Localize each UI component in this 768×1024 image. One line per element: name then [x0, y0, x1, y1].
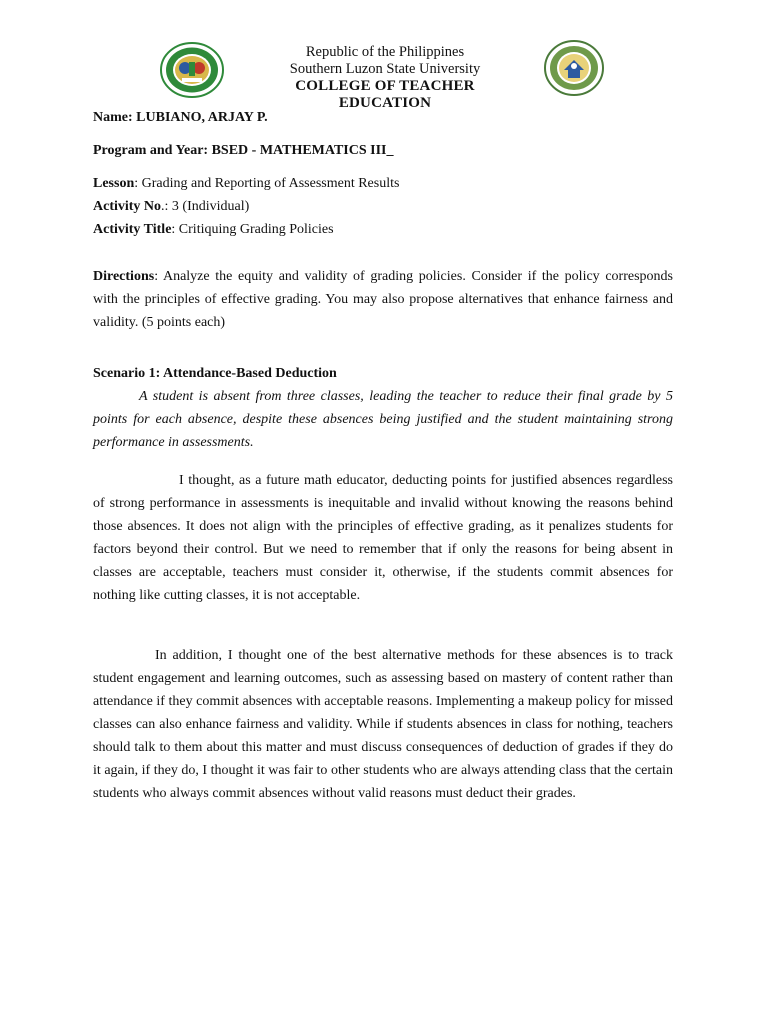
activity-no-label: Activity No: [93, 199, 162, 214]
directions-label: Directions: [93, 269, 155, 284]
lesson-value: : Grading and Reporting of Assessment Results: [134, 176, 400, 191]
activity-title-field: [93, 222, 334, 238]
scenario-description: A student is absent from three classes, leading the teacher to reduce their final grade by 5 points for each absence, despite these absences being justified and the student maintaining strong performance in assessments.: [93, 389, 673, 450]
name-label: Name:: [93, 110, 133, 125]
directions-text: : Analyze the equity and validity of grading policies. Consider if the policy corresponds with the principles of effective grading. You may also propose alternatives that enhance fairness and validity. (5 points each): [93, 269, 673, 330]
institution-heading: [250, 44, 520, 112]
university-seal-icon: [160, 42, 224, 98]
college-seal-icon: [544, 40, 604, 96]
directions-paragraph: [93, 265, 673, 334]
document-header: [0, 40, 768, 111]
activity-title-label: Activity Title: [93, 222, 172, 237]
name-value: LUBIANO, ARJAY P.: [136, 110, 268, 125]
activity-title-value: : Critiquing Grading Policies: [171, 222, 334, 237]
answer-paragraph-1: I thought, as a future math educator, deducting points for justified absences regardless of strong performance in assessments is inequitable and invalid without knowing the reasons behind those absences. It does not align with the principles of effective grading, as it penalizes students for factors beyond their control. But we need to remember that if only the reasons for being absent in classes are acceptable, teachers must consider it, otherwise, if the students commit absences for nothing like cutting classes, it is not acceptable.: [93, 473, 673, 603]
scenario-title: Scenario 1: Attendance-Based Deduction: [93, 366, 337, 381]
republic-line: Republic of the Philippines: [305, 44, 465, 60]
lesson-field: [93, 176, 399, 192]
program-field: [93, 143, 394, 159]
name-field: [93, 110, 268, 126]
activity-no-value: .: 3 (Individual): [161, 199, 250, 214]
answer-paragraph-2: In addition, I thought one of the best alternative methods for these absences is to track student engagement and learning outcomes, such as assessing based on mastery of content rather than attendance if they commit absences with acceptable reasons. Implementing a makeup policy for missed classes can also enhance fairness and validity. While if students absences in class for nothing, teachers should talk to them about this matter and must discuss consequences of deduction of grades if they do it again, if they do, I thought it was fair to other students who are always attending class that the certain students who always commit absences without valid reasons must deduct their grades.: [93, 648, 673, 801]
program-label: Program and Year:: [93, 143, 209, 158]
lesson-label: Lesson: [93, 176, 135, 191]
university-line: Southern Luzon State University: [289, 61, 481, 77]
activity-no-field: [93, 199, 249, 215]
college-line: COLLEGE OF TEACHER EDUCATION: [295, 78, 475, 111]
program-value: BSED - MATHEMATICS III_: [211, 143, 394, 158]
